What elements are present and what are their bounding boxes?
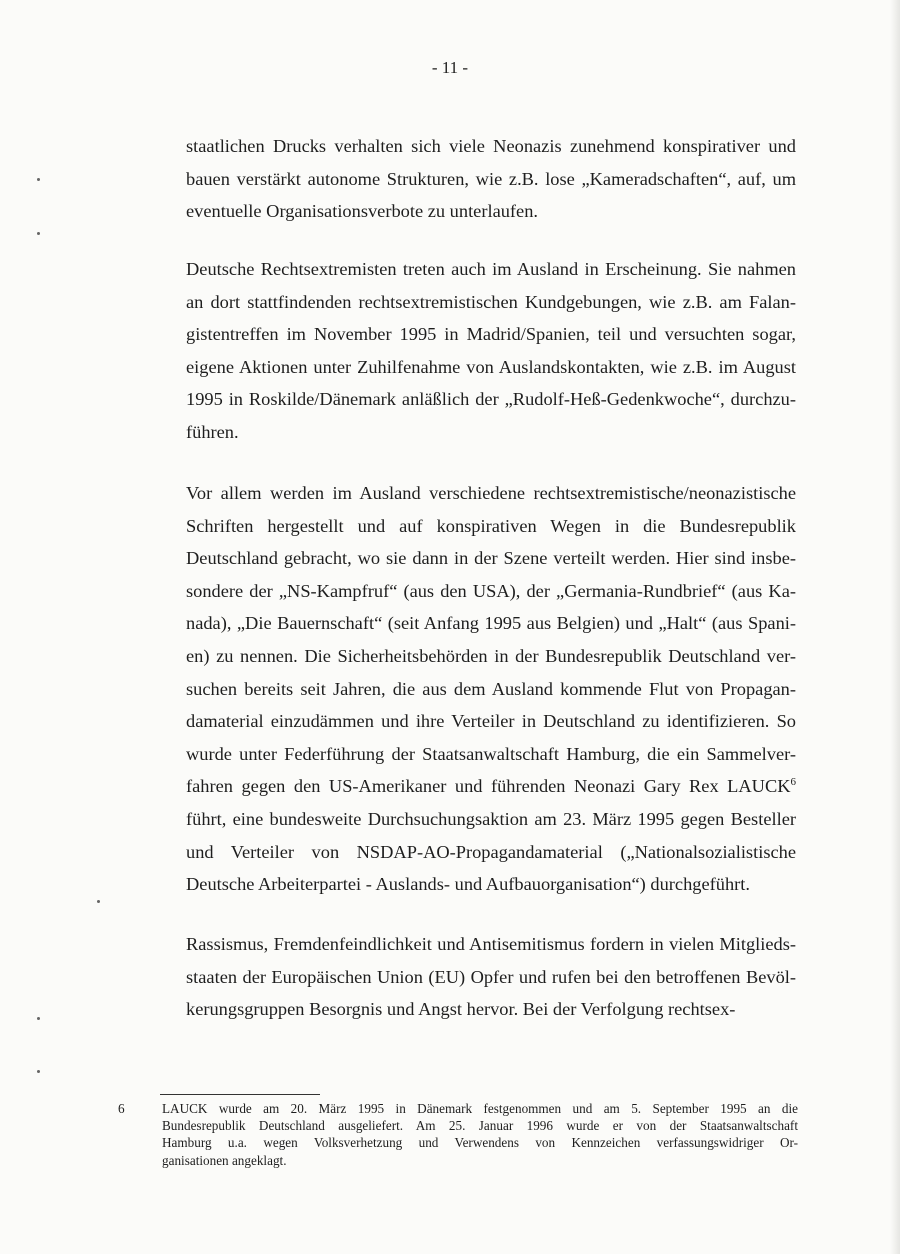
text-line: fahren gegen den US-Amerikaner und führenden Neonazi Gary Rex LAUCK$^6$ <box>186 776 796 797</box>
text-line: nada), „Die Bauernschaft“ (seit Anfang 1995 aus Belgien) und „Halt“ (aus Spani- <box>186 613 796 634</box>
scan-edge-shadow <box>890 0 900 1254</box>
scan-speck <box>37 1017 40 1020</box>
text-line: suchen bereits seit Jahren, die aus dem Ausland kommende Flut von Propagan- <box>186 678 796 699</box>
text-line: en) zu nennen. Die Sicherheitsbehörden in der Bundesrepublik Deutschland ver- <box>186 645 796 666</box>
paragraph <box>186 130 796 228</box>
text-line: führt, eine bundesweite Durchsuchungsaktion am 23. März 1995 gegen Besteller <box>186 808 796 829</box>
text-line: staaten der Europäischen Union (EU) Opfer und rufen bei den betroffenen Bevöl- <box>186 966 796 987</box>
scan-speck <box>37 1070 40 1073</box>
paragraph <box>186 253 796 449</box>
text-line: eigene Aktionen unter Zuhilfenahme von Auslandskontakten, wie z.B. im August <box>186 356 796 377</box>
text-line: Vor allem werden im Ausland verschiedene rechtsextremistische/neonazistische <box>186 483 796 503</box>
footnote-line: ganisationen angeklagt. <box>162 1152 287 1168</box>
footnote-separator <box>160 1094 320 1095</box>
scan-speck <box>97 900 100 903</box>
text-line: an dort stattfindenden rechtsextremistischen Kundgebungen, wie z.B. am Falan- <box>186 291 796 312</box>
paragraph <box>186 928 796 1026</box>
footnote-reference[interactable]: 6 <box>790 776 796 789</box>
text-line: sondere der „NS-Kampfruf“ (aus den USA), der „Germania-Rundbrief“ (aus Ka- <box>186 580 796 601</box>
text-line: Deutsche Arbeiterpartei - Auslands- und Aufbauorganisation“) durchgeführt. <box>186 874 750 895</box>
text-line: damaterial einzudämmen und ihre Verteiler in Deutschland zu identifizieren. So <box>186 711 796 732</box>
footnote-number: 6 <box>118 1101 125 1116</box>
footnote-line: LAUCK wurde am 20. März 1995 in Dänemark festgenommen und am 5. September 1995 an die <box>162 1101 798 1116</box>
paragraph <box>186 477 796 901</box>
text-line: gistentreffen im November 1995 in Madrid/Spanien, teil und versuchten sogar, <box>186 324 796 345</box>
text-line: staatlichen Drucks verhalten sich viele Neonazis zunehmend konspirativer und <box>186 136 796 156</box>
text-line: führen. <box>186 421 239 442</box>
footnote-text <box>162 1100 798 1169</box>
scan-speck <box>37 232 40 235</box>
text-line: 1995 in Roskilde/Dänemark anläßlich der „Rudolf-Heß-Gedenkwoche“, durchzu- <box>186 389 796 410</box>
text-line: wurde unter Federführung der Staatsanwaltschaft Hamburg, die ein Sammelver- <box>186 743 796 764</box>
footnote-line: Hamburg u.a. wegen Volksverhetzung und Verwendens von Kennzeichen verfassungswidriger Or- <box>162 1135 798 1151</box>
footnote-line: Bundesrepublik Deutschland ausgeliefert. Am 25. Januar 1996 wurde er von der Staatsanwaltschaft <box>162 1118 798 1134</box>
text-line: und Verteiler von NSDAP-AO-Propagandamaterial („Nationalsozialistische <box>186 841 796 862</box>
text-line: Deutschland gebracht, wo sie dann in der Szene verteilt werden. Hier sind insbe- <box>186 548 796 569</box>
scan-speck <box>37 178 40 181</box>
text-line: Deutsche Rechtsextremisten treten auch im Ausland in Erscheinung. Sie nahmen <box>186 259 796 279</box>
text-line: kerungsgruppen Besorgnis und Angst hervor. Bei der Verfolgung rechtsex- <box>186 999 736 1020</box>
text-line: Schriften hergestellt und auf konspirativen Wegen in die Bundesrepublik <box>186 515 796 536</box>
text-line: bauen verstärkt autonome Strukturen, wie z.B. lose „Kameradschaften“, auf, um <box>186 168 796 189</box>
text-line: Rassismus, Fremdenfeindlichkeit und Antisemitismus fordern in vielen Mitglieds- <box>186 934 796 954</box>
page-number: - 11 - <box>431 58 469 77</box>
text-line: eventuelle Organisationsverbote zu unterlaufen. <box>186 201 539 222</box>
